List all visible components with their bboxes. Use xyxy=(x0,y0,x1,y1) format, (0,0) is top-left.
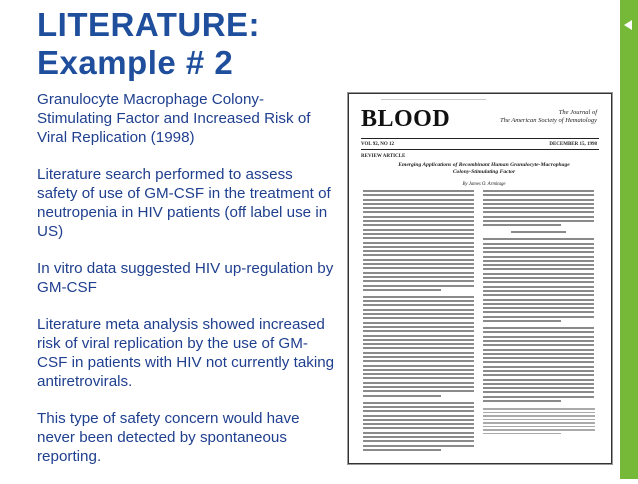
download-notice: ───────────────────────────────── xyxy=(381,97,487,102)
journal-date: DECEMBER 15, 1998 xyxy=(549,142,597,147)
article-column-left xyxy=(363,190,474,453)
title-line-2: Example # 2 xyxy=(37,44,234,81)
journal-volume: VOL 92, NO 12 xyxy=(361,142,394,147)
header-rule-2 xyxy=(361,149,599,150)
article-author: By James O. Armitage xyxy=(462,182,506,187)
article-column-right xyxy=(483,190,594,404)
journal-name: BLOOD xyxy=(361,106,451,132)
accent-sidebar xyxy=(620,0,638,479)
title-line-1: LITERATURE: xyxy=(37,6,261,43)
journal-subtitle xyxy=(500,109,597,125)
slide-title xyxy=(37,6,260,82)
paragraph-study-title: Granulocyte Macrophage Colony-Stimulating Factor and Increased Risk of Viral Replication (1998) xyxy=(37,91,311,146)
previous-slide-icon[interactable] xyxy=(624,20,632,30)
paragraph-safety-concern: This type of safety concern would have never been detected by spontaneous reporting. xyxy=(37,410,300,465)
article-title: Emerging Applications of Recombinant Human Granulocyte-Macrophage Colony-Stimulating Factor xyxy=(398,162,570,175)
journal-article-image xyxy=(348,93,612,464)
header-rule xyxy=(361,138,599,139)
section-label: REVIEW ARTICLE xyxy=(361,154,406,159)
journal-subtitle-2: The American Society of Hematology xyxy=(500,117,597,124)
slide-body xyxy=(37,90,337,484)
paragraph-literature-search: Literature search performed to assess safety of use of GM-CSF in the treatment of neutropenia in HIV patients (off label use in US) xyxy=(37,166,331,240)
article-footnote xyxy=(483,408,595,436)
paragraph-in-vitro: In vitro data suggested HIV up-regulation by GM-CSF xyxy=(37,260,334,296)
paragraph-meta-analysis: Literature meta analysis showed increased risk of viral replication by the use of GM-CSF in patients with HIV not currently taking antiretrovirals. xyxy=(37,316,335,390)
journal-subtitle-1: The Journal of xyxy=(558,109,597,116)
